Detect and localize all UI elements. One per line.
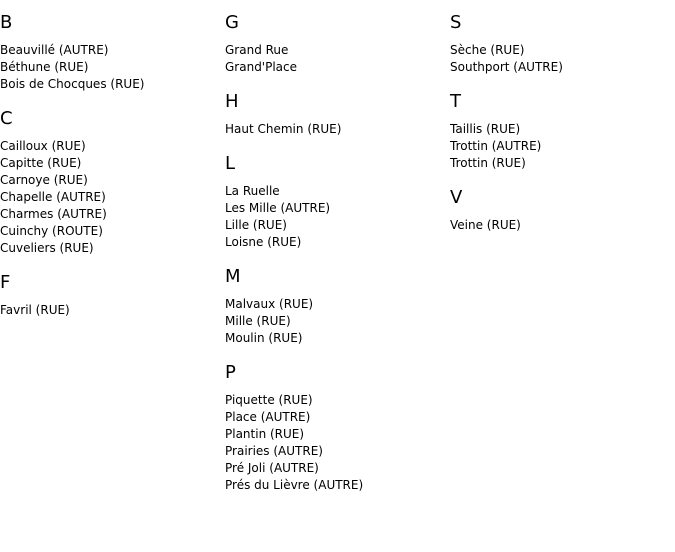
street-list [225, 392, 445, 494]
street-link[interactable]: Taillis (RUE) [450, 122, 521, 136]
street-link[interactable]: Grand Rue [225, 43, 289, 57]
street-list [0, 138, 220, 257]
letter-heading: C [0, 108, 13, 129]
street-link[interactable]: Les Mille (AUTRE) [225, 201, 331, 215]
street-link[interactable]: Pré Joli (AUTRE) [225, 461, 319, 475]
letter-heading: G [225, 12, 239, 33]
letter-group [225, 153, 445, 251]
street-link[interactable]: Southport (AUTRE) [450, 60, 563, 74]
letter-heading: T [450, 91, 461, 112]
street-list [450, 42, 670, 76]
letter-group [0, 12, 220, 93]
street-link[interactable]: Beauvillé (AUTRE) [0, 43, 109, 57]
street-link[interactable]: Trottin (AUTRE) [450, 139, 542, 153]
street-list [225, 296, 445, 347]
letter-heading: M [225, 266, 241, 287]
street-link[interactable]: Béthune (RUE) [0, 60, 89, 74]
letter-heading: P [225, 362, 236, 383]
street-link[interactable]: Mille (RUE) [225, 314, 291, 328]
street-link[interactable]: Cailloux (RUE) [0, 139, 86, 153]
street-link[interactable]: Prés du Lièvre (AUTRE) [225, 478, 364, 492]
street-link[interactable]: Bois de Chocques (RUE) [0, 77, 145, 91]
letter-group [450, 91, 670, 172]
letter-group [450, 12, 670, 76]
street-link[interactable]: Capitte (RUE) [0, 156, 82, 170]
street-list [225, 121, 445, 138]
letter-heading: B [0, 12, 13, 33]
street-link[interactable]: Place (AUTRE) [225, 410, 311, 424]
street-link[interactable]: Grand'Place [225, 60, 298, 74]
street-link[interactable]: Malvaux (RUE) [225, 297, 314, 311]
street-link[interactable]: Plantin (RUE) [225, 427, 305, 441]
index-column [450, 12, 670, 249]
letter-group [225, 362, 445, 494]
street-link[interactable]: Sèche (RUE) [450, 43, 525, 57]
street-list [225, 42, 445, 76]
street-link[interactable]: Haut Chemin (RUE) [225, 122, 342, 136]
letter-heading: F [0, 272, 11, 293]
street-link[interactable]: Cuveliers (RUE) [0, 241, 94, 255]
street-link[interactable]: Trottin (RUE) [450, 156, 526, 170]
letter-group [225, 266, 445, 347]
street-list [450, 121, 670, 172]
letter-group [0, 272, 220, 319]
street-list [0, 42, 220, 93]
letter-heading: L [225, 153, 236, 174]
street-link[interactable]: Cuinchy (ROUTE) [0, 224, 103, 238]
index-column [0, 12, 220, 334]
letter-group [0, 108, 220, 257]
index-column [225, 12, 445, 509]
street-list [0, 302, 220, 319]
street-link[interactable]: Veine (RUE) [450, 218, 521, 232]
letter-heading: H [225, 91, 239, 112]
street-link[interactable]: Loisne (RUE) [225, 235, 302, 249]
street-list [450, 217, 670, 234]
letter-heading: V [450, 187, 463, 208]
letter-heading: S [450, 12, 462, 33]
street-link[interactable]: Carnoye (RUE) [0, 173, 88, 187]
street-link[interactable]: Chapelle (AUTRE) [0, 190, 106, 204]
street-link[interactable]: La Ruelle [225, 184, 280, 198]
street-link[interactable]: Charmes (AUTRE) [0, 207, 107, 221]
street-link[interactable]: Favril (RUE) [0, 303, 70, 317]
street-link[interactable]: Lille (RUE) [225, 218, 287, 232]
letter-group [450, 187, 670, 234]
street-link[interactable]: Moulin (RUE) [225, 331, 303, 345]
street-link[interactable]: Prairies (AUTRE) [225, 444, 323, 458]
letter-group [225, 91, 445, 138]
street-link[interactable]: Piquette (RUE) [225, 393, 313, 407]
letter-group [225, 12, 445, 76]
street-list [225, 183, 445, 251]
